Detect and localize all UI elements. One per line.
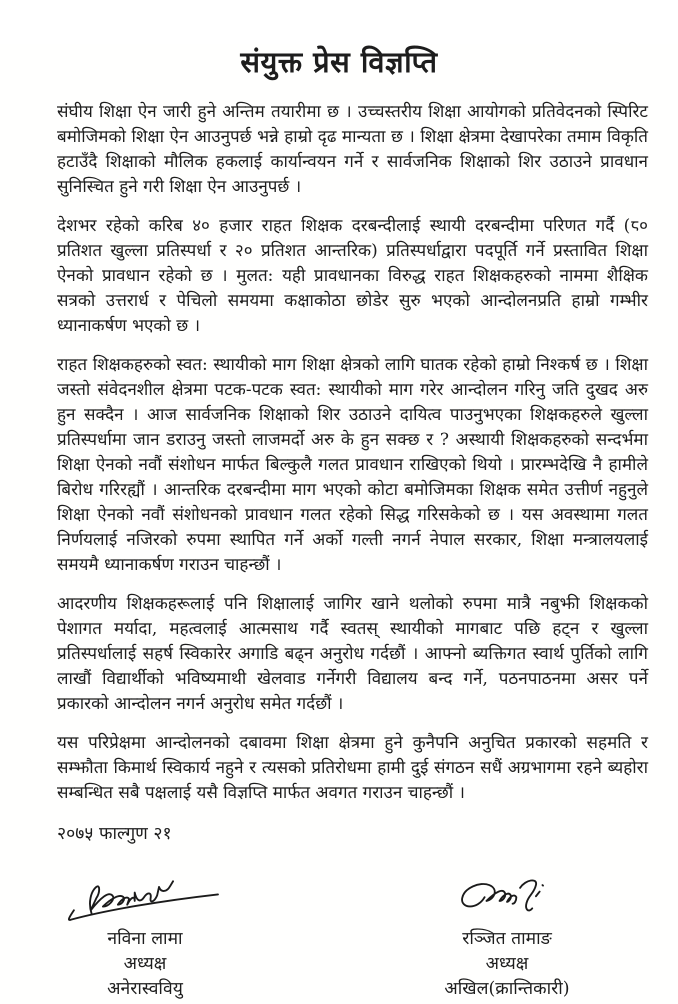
body-paragraph-2: देशभर रहेको करिब ४० हजार राहत शिक्षक दरबन्दीलाई स्थायी दरबन्दीमा परिणत गर्दै (८० प्रतिशत खुल्ला प्रतिस्पर्धा र २० प्रतिशत आन्तरिक) प्रतिस्पर्धाद्वारा पदपूर्ति गर्ने प्रस्तावित शिक्षा ऐनको प्रावधान रहेको छ । मुलत: यही प्रावधानका विरुद्ध राहत शिक्षकहरुको नाममा शैक्षिक सत्रको उत्तरार्ध र पेचिलो समयमा कक्षाकोठा छोडेर सुरु भएको आन्दोलनप्रति हाम्रो गम्भीर ध्यानाकर्षण भएको छ ।	[57, 216, 648, 337]
signature-navina-lama-icon	[60, 871, 230, 929]
signatory-name: रञ्जित तामाङ	[462, 929, 552, 950]
body-paragraph-4: आदरणीय शिक्षकहरूलाई पनि शिक्षालाई जागिर खाने थलोको रुपमा मात्रै नबुझी शिक्षकको पेशागत मर्यादा, महत्वलाई आत्मसाथ गर्दै स्वतस् स्थायीको मागबाट पछि हट्न र खुल्ला प्रतिस्पर्धालाई सहर्ष स्विकारेर अगाडि बढ्न अनुरोध गर्दछौं । आफ्नो ब्यक्तिगत स्वार्थ पुर्तिको लागि लाखौं विद्यार्थीको भविष्यमाथी खेलवाड गर्नेगरी विद्यालय बन्द गर्ने, पठनपाठनमा असर पर्ने प्रकारको आन्दोलन नगर्न अनुरोध समेत गर्दछौं ।	[57, 594, 648, 715]
body-paragraph-1: संघीय शिक्षा ऐन जारी हुने अन्तिम तयारीमा छ । उच्चस्तरीय शिक्षा आयोगको प्रतिवेदनको स्पिरिट बमोजिमको शिक्षा ऐन आउनुपर्छ भन्ने हाम्रो दृढ मान्यता छ । शिक्षा क्षेत्रमा देखापरेका तमाम विकृति हटाउँदै शिक्षाको मौलिक हकलाई कार्यान्वयन गर्ने र सार्वजनिक शिक्षाको शिर उठाउने प्रावधान सुनिस्चित हुने गरी शिक्षा ऐन आउनुपर्छ ।	[57, 102, 648, 198]
signatory-role: अध्यक्ष	[123, 954, 167, 975]
signatory-left	[40, 871, 250, 1002]
press-release-body	[0, 100, 678, 847]
signatory-right	[392, 871, 622, 1002]
signatory-organization: अखिल(क्रान्तिकारी)	[444, 979, 570, 1000]
page-title: संयुक्त प्रेस विज्ञप्ति	[240, 45, 438, 79]
body-paragraph-3: राहत शिक्षकहरुको स्वत: स्थायीको माग शिक्षा क्षेत्रको लागि घातक रहेको हाम्रो निश्कर्ष छ । शिक्षा जस्तो संवेदनशील क्षेत्रमा पटक-पटक स्वत: स्थायीको माग गरेर आन्दोलन गरिनु जति दुखद अरु हुन सक्दैन । आज सार्वजनिक शिक्षाको शिर उठाउने दायित्व पाउनुभएका शिक्षकहरुले खुल्ला प्रतिस्पर्धामा जान डराउनु जस्तो लाजमर्दो अरु के हुन सक्छ र ? अस्थायी शिक्षकहरुको सन्दर्भमा शिक्षा ऐनको नवौं संशोधन मार्फत बिल्कुलै गलत प्रावधान राखिएको थियो । प्रारम्भदेखि नै हामीले बिरोध गरिरह्यौं । आन्तरिक दरबन्दीमा माग भएको कोटा बमोजिमका शिक्षक समेत उत्तीर्ण नहुनुले शिक्षा ऐनको नवौं संशोधनको प्रावधान गलत रहेको सिद्ध गरिसकेको छ । यस अवस्थामा गलत निर्णयलाई नजिरको रुपमा स्थापित गर्ने अर्को गल्ती नगर्न नेपाल सरकार, शिक्षा मन्त्रालयलाई समयमै ध्यानाकर्षण गराउन चाहन्छौं ।	[57, 355, 648, 576]
body-paragraph-5: यस परिप्रेक्षमा आन्दोलनको दबावमा शिक्षा क्षेत्रमा हुने कुनैपनि अनुचित प्रकारको सहमति र सम्झौता किमार्थ स्विकार्य नहुने र त्यसको प्रतिरोधमा हामी दुई संगठन सधैं अग्रभागमा रहने ब्यहोरा सम्बन्धित सबै पक्षलाई यसै विज्ञप्ति मार्फत अवगत गराउन चाहन्छौं ।	[57, 733, 648, 804]
signatory-role: अध्यक्ष	[485, 954, 529, 975]
signatory-organization: अनेरास्ववियु	[107, 979, 183, 1000]
signature-block	[0, 861, 678, 1002]
date-line: २०७५ फाल्गुण २१	[57, 824, 172, 845]
signature-ranjit-tamang-icon	[451, 871, 563, 929]
press-release-page	[0, 44, 678, 1004]
signatory-name: नविना लामा	[107, 929, 183, 950]
